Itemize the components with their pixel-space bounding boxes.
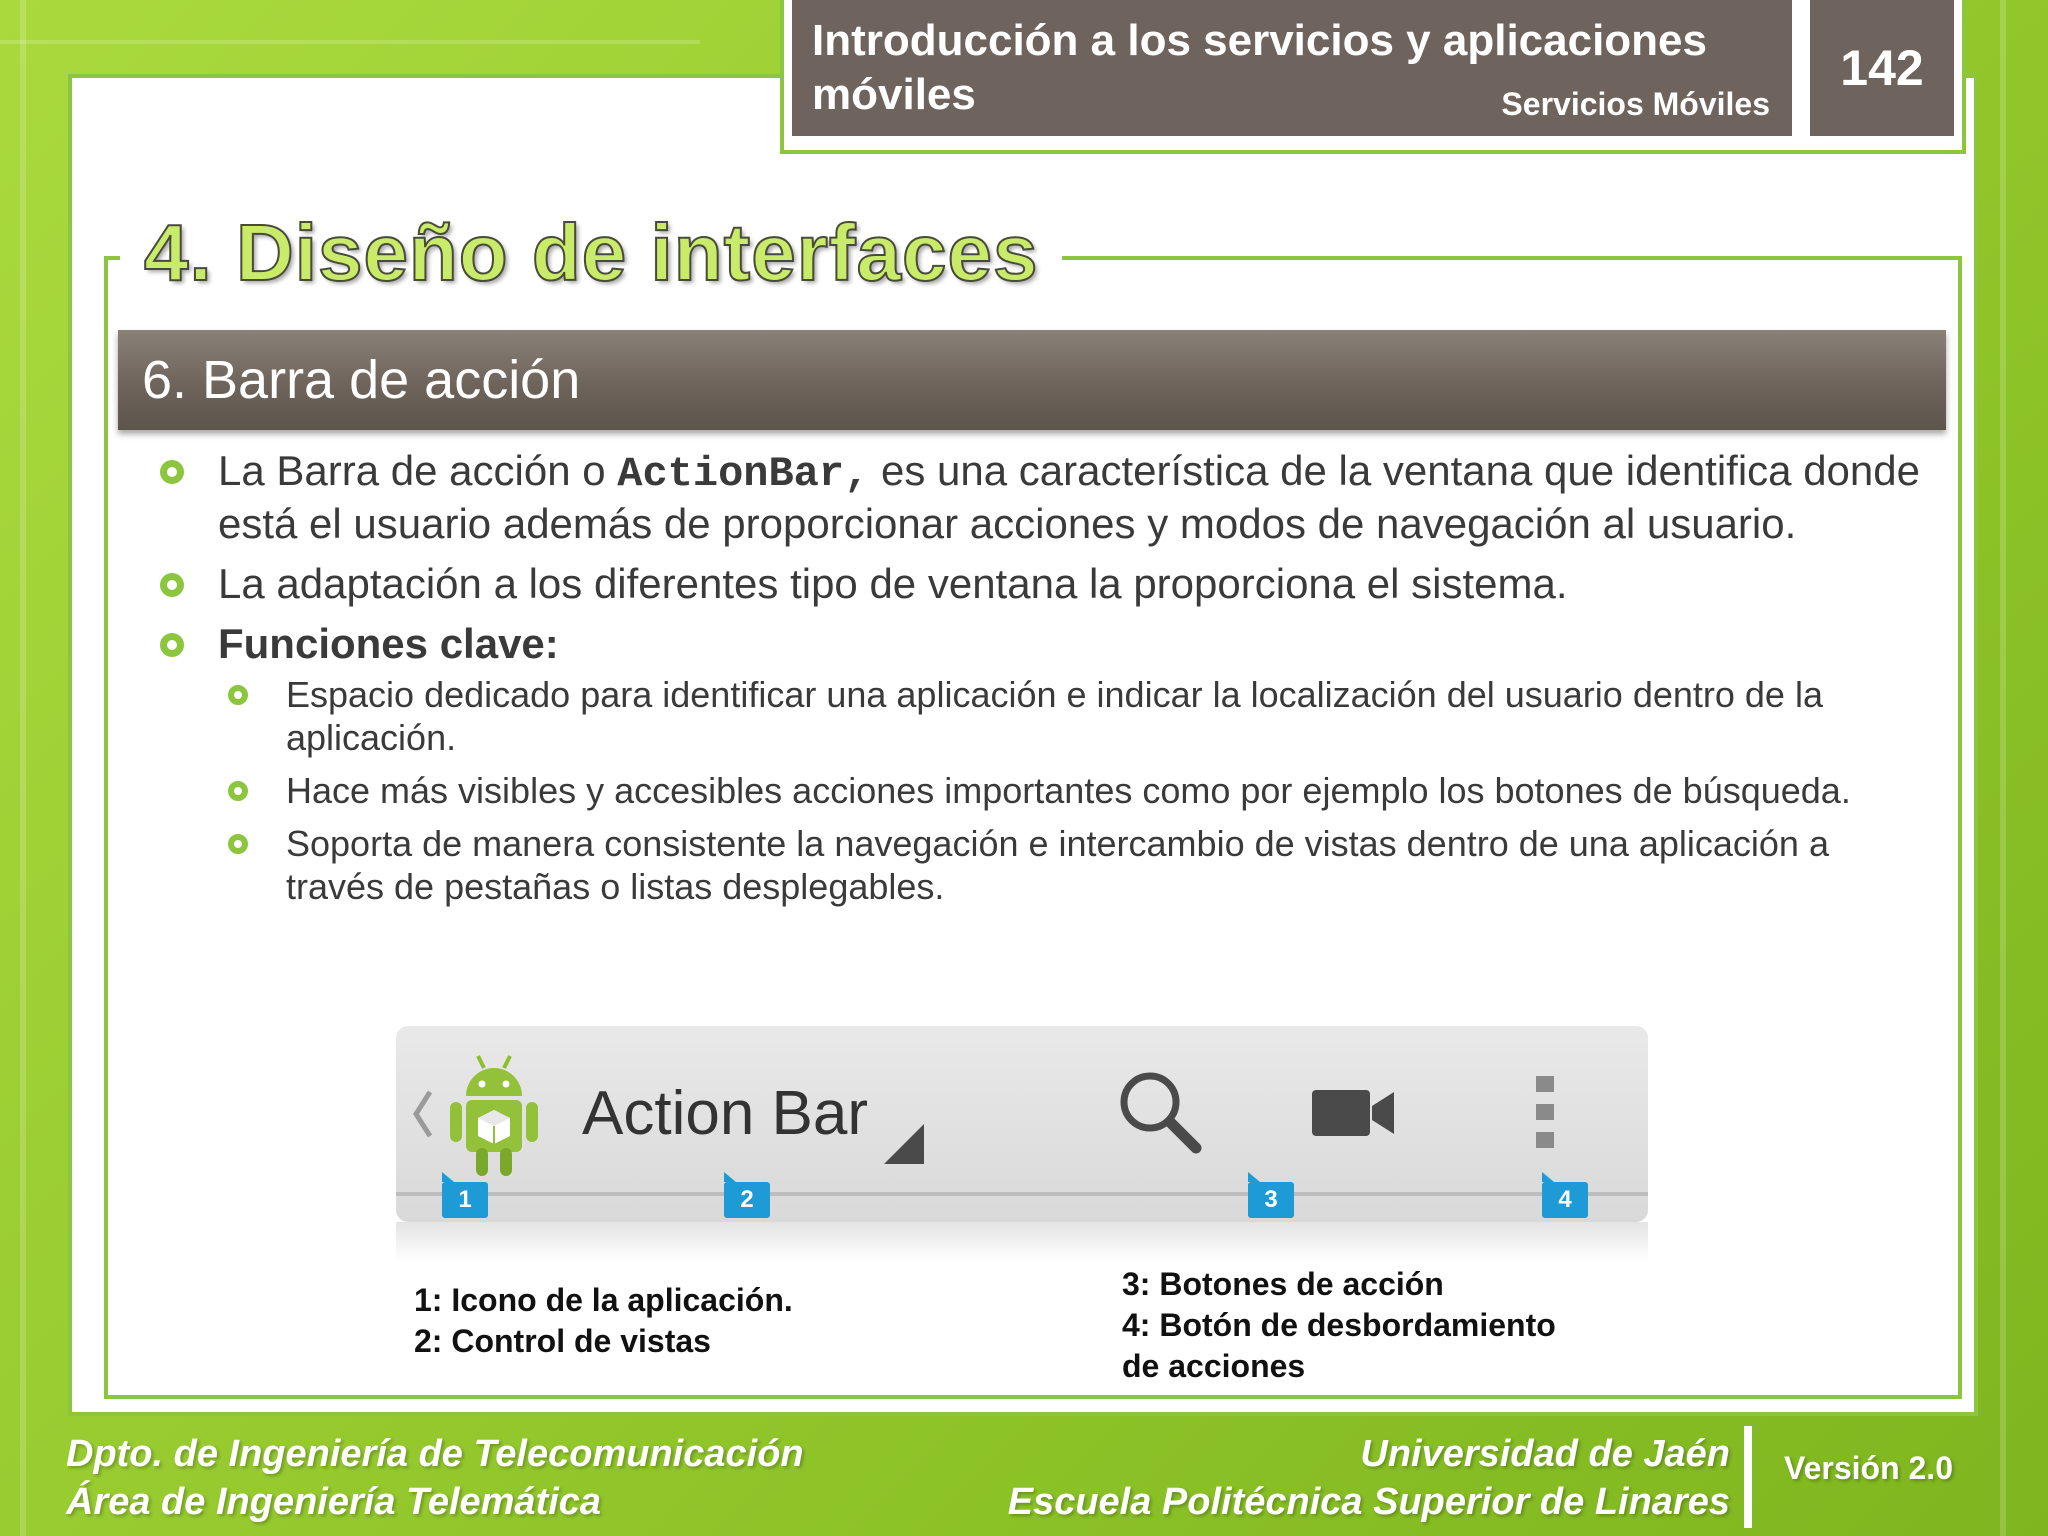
sub-bullet-text: Soporta de manera consistente la navegación e intercambio de vistas dentro de una aplicación a través de pestañas o listas desplegables.	[286, 823, 1829, 907]
sub-bullet-item	[160, 822, 1920, 908]
bullet-text: La Barra de acción o	[218, 447, 618, 494]
background-decoration	[2000, 0, 2006, 1536]
bullet-item	[160, 559, 1920, 609]
sub-bullet-text: Hace más visibles y accesibles acciones importantes como por ejemplo los botones de búsqueda.	[286, 770, 1851, 811]
action-bar-title: Action Bar	[582, 1079, 869, 1148]
action-bar-reflection	[396, 1222, 1648, 1262]
video-camera-icon	[1312, 1088, 1396, 1138]
bullet-icon	[160, 633, 184, 657]
section-title: 6. Barra de acción	[118, 330, 1946, 430]
legend-item: de acciones	[1122, 1348, 1306, 1384]
header-title-box	[792, 0, 1792, 136]
view-control-spinner-icon	[882, 1122, 926, 1166]
marker-2: 2	[724, 1182, 770, 1218]
sub-bullet-icon	[228, 685, 248, 705]
bullet-item	[160, 619, 1920, 669]
bullet-text: es una característica de la ventana que identifica donde está el usuario además de proporcionar acciones y modos de navegación al usuario.	[218, 447, 1920, 547]
marker-3: 3	[1248, 1182, 1294, 1218]
overflow-menu-icon	[1536, 1076, 1556, 1148]
footer-line: Escuela Politécnica Superior de Linares	[1007, 1481, 1730, 1523]
sub-bullet-item	[160, 769, 1920, 812]
bullet-text: Funciones clave:	[218, 620, 559, 667]
slide-title: 4. Diseño de interfaces	[120, 208, 1062, 298]
footer-version: Versión 2.0	[1784, 1450, 1953, 1486]
background-decoration	[20, 0, 26, 1536]
android-app-icon	[444, 1052, 544, 1182]
marker-1: 1	[442, 1182, 488, 1218]
footer-line: Área de Ingeniería Telemática	[66, 1481, 602, 1523]
legend-left	[414, 1280, 793, 1362]
code-text: ActionBar,	[617, 450, 870, 498]
legend-item: 2: Control de vistas	[414, 1323, 711, 1359]
marker-4: 4	[1542, 1182, 1588, 1218]
bullet-text: La adaptación a los diferentes tipo de ventana la proporciona el sistema.	[218, 560, 1568, 607]
sub-bullet-icon	[228, 781, 248, 801]
legend-right	[1122, 1264, 1556, 1387]
footer-department	[66, 1430, 804, 1526]
bullet-item	[160, 446, 1920, 549]
page-number: 142	[1810, 0, 1954, 136]
sub-bullet-item	[160, 673, 1920, 759]
bullet-list	[160, 446, 1920, 918]
back-caret-icon	[410, 1086, 434, 1142]
action-bar-figure	[396, 1026, 1648, 1262]
footer-university	[1008, 1430, 1730, 1526]
legend-item: 4: Botón de desbordamiento	[1122, 1307, 1556, 1343]
bullet-icon	[160, 460, 184, 484]
sub-bullet-text: Espacio dedicado para identificar una aplicación e indicar la localización del usuario dentro de la aplicación.	[286, 674, 1823, 758]
course-title: Introducción a los servicios y aplicaciones móviles	[812, 16, 1707, 119]
footer-line: Dpto. de Ingeniería de Telecomunicación	[66, 1433, 804, 1475]
sub-bullet-icon	[228, 834, 248, 854]
action-bar-divider	[396, 1192, 1648, 1196]
search-icon	[1116, 1068, 1206, 1158]
footer-separator	[1744, 1426, 1752, 1528]
background-decoration	[0, 40, 700, 44]
course-subtitle: Servicios Móviles	[1501, 86, 1770, 122]
footer-line: Universidad de Jaén	[1360, 1433, 1730, 1475]
legend-item: 1: Icono de la aplicación.	[414, 1282, 793, 1318]
bullet-icon	[160, 573, 184, 597]
legend-item: 3: Botones de acción	[1122, 1266, 1444, 1302]
